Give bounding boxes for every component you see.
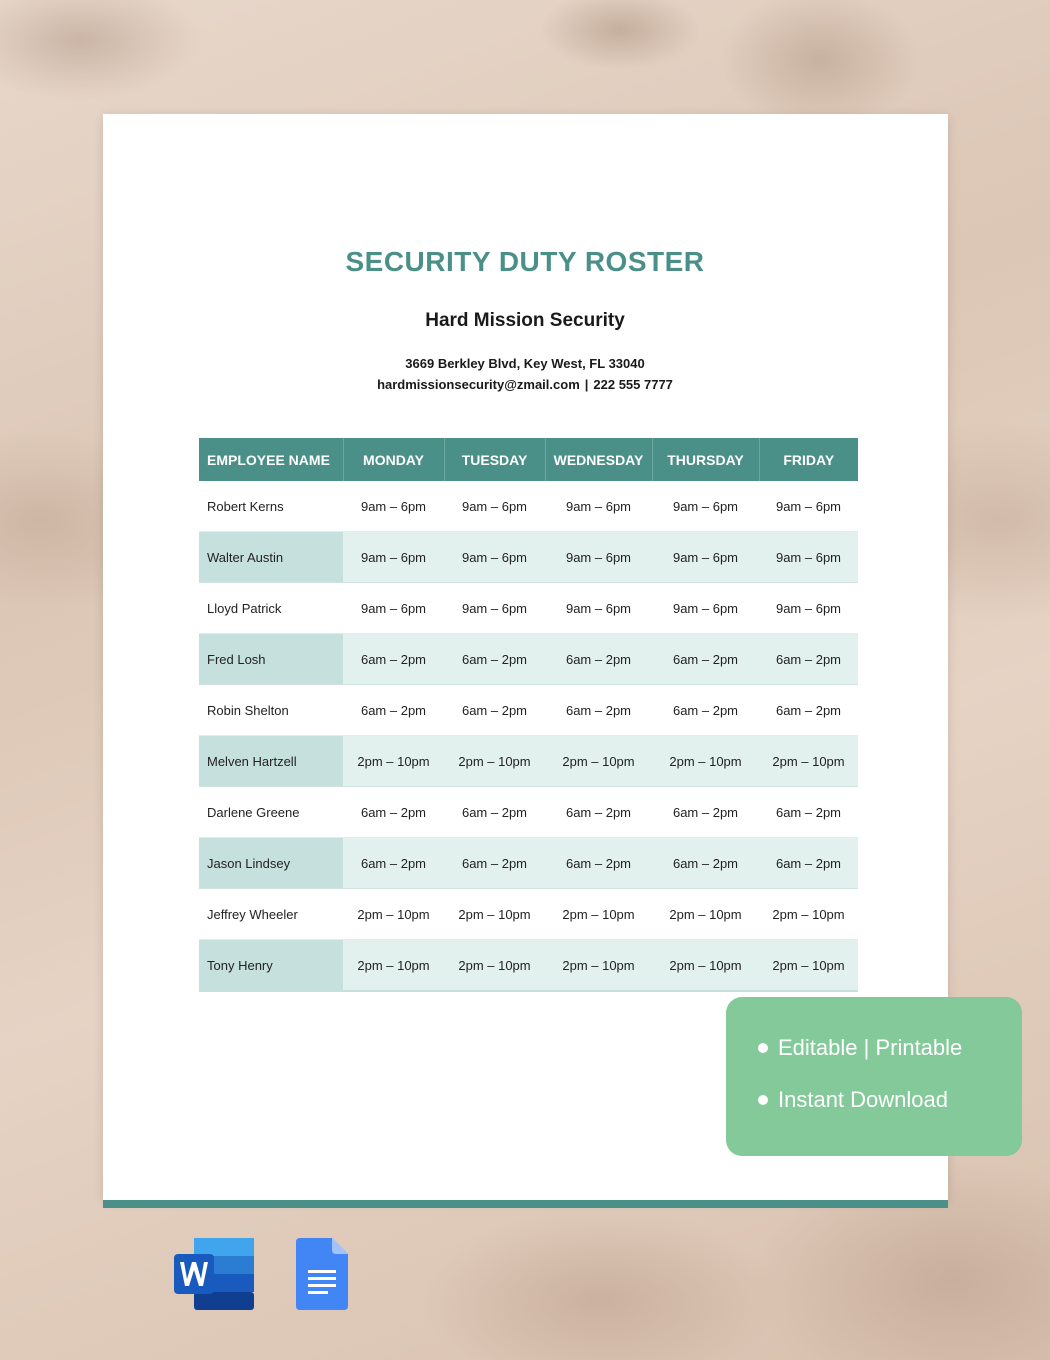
table-row: [199, 736, 858, 787]
header-thursday: THURSDAY: [652, 438, 759, 481]
feature-item: [758, 1087, 948, 1113]
shift-cell: 2pm – 10pm: [545, 940, 652, 992]
employee-name-cell: Lloyd Patrick: [199, 583, 343, 634]
employee-name-cell: Robin Shelton: [199, 685, 343, 736]
shift-cell: 2pm – 10pm: [652, 736, 759, 787]
shift-cell: 2pm – 10pm: [652, 940, 759, 992]
page-title: SECURITY DUTY ROSTER: [345, 246, 705, 277]
table-header-row: [199, 438, 858, 481]
table-row: [199, 838, 858, 889]
shift-cell: 9am – 6pm: [652, 532, 759, 583]
shift-cell: 9am – 6pm: [343, 532, 444, 583]
header-friday: FRIDAY: [759, 438, 858, 481]
shift-cell: 9am – 6pm: [759, 532, 858, 583]
table-row: [199, 787, 858, 838]
shift-cell: 6am – 2pm: [545, 634, 652, 685]
employee-name-cell: Walter Austin: [199, 532, 343, 583]
features-badge: [726, 997, 1022, 1156]
employee-name-cell: Fred Losh: [199, 634, 343, 685]
employee-name-cell: Darlene Greene: [199, 787, 343, 838]
shift-cell: 2pm – 10pm: [343, 940, 444, 992]
header-monday: MONDAY: [343, 438, 444, 481]
shift-cell: 9am – 6pm: [444, 583, 545, 634]
shift-cell: 6am – 2pm: [652, 838, 759, 889]
shift-cell: 2pm – 10pm: [444, 889, 545, 940]
table-row: [199, 583, 858, 634]
shift-cell: 6am – 2pm: [652, 634, 759, 685]
company-phone: 222 555 7777: [593, 377, 673, 392]
shift-cell: 6am – 2pm: [545, 685, 652, 736]
employee-name-cell: Melven Hartzell: [199, 736, 343, 787]
shift-cell: 6am – 2pm: [444, 838, 545, 889]
shift-cell: 6am – 2pm: [444, 634, 545, 685]
shift-cell: 6am – 2pm: [652, 685, 759, 736]
feature-item: [758, 1035, 962, 1061]
employee-name-cell: Jason Lindsey: [199, 838, 343, 889]
header-employee-name: EMPLOYEE NAME: [199, 438, 343, 481]
shift-cell: 6am – 2pm: [759, 634, 858, 685]
company-contact: [0, 377, 1050, 392]
shift-cell: 9am – 6pm: [444, 532, 545, 583]
shift-cell: 2pm – 10pm: [444, 736, 545, 787]
table-row: [199, 634, 858, 685]
shift-cell: 2pm – 10pm: [759, 940, 858, 992]
shift-cell: 2pm – 10pm: [444, 940, 545, 992]
company-name: Hard Mission Security: [425, 310, 625, 331]
bullet-icon: [758, 1043, 768, 1053]
shift-cell: 9am – 6pm: [652, 481, 759, 532]
microsoft-word-icon[interactable]: [174, 1238, 254, 1310]
shift-cell: 2pm – 10pm: [343, 889, 444, 940]
page-footer-bar: [103, 1200, 948, 1208]
shift-cell: 2pm – 10pm: [759, 736, 858, 787]
employee-name-cell: Robert Kerns: [199, 481, 343, 532]
table-row: [199, 685, 858, 736]
contact-separator: |: [584, 377, 589, 392]
employee-name-cell: Jeffrey Wheeler: [199, 889, 343, 940]
shift-cell: 6am – 2pm: [759, 787, 858, 838]
feature-editable-printable: Editable | Printable: [778, 1035, 963, 1060]
shift-cell: 9am – 6pm: [343, 583, 444, 634]
table-row: [199, 889, 858, 940]
feature-instant-download: Instant Download: [778, 1087, 948, 1112]
shift-cell: 9am – 6pm: [759, 583, 858, 634]
shift-cell: 2pm – 10pm: [343, 736, 444, 787]
duty-roster-table: [199, 438, 858, 992]
shift-cell: 2pm – 10pm: [652, 889, 759, 940]
shift-cell: 6am – 2pm: [343, 787, 444, 838]
table-row: [199, 481, 858, 532]
shift-cell: 6am – 2pm: [759, 838, 858, 889]
shift-cell: 2pm – 10pm: [545, 889, 652, 940]
shift-cell: 6am – 2pm: [444, 685, 545, 736]
shift-cell: 6am – 2pm: [343, 838, 444, 889]
header-wednesday: WEDNESDAY: [545, 438, 652, 481]
shift-cell: 9am – 6pm: [652, 583, 759, 634]
shift-cell: 9am – 6pm: [759, 481, 858, 532]
shift-cell: 9am – 6pm: [444, 481, 545, 532]
shift-cell: 6am – 2pm: [652, 787, 759, 838]
bullet-icon: [758, 1095, 768, 1105]
header-tuesday: TUESDAY: [444, 438, 545, 481]
table-row: [199, 532, 858, 583]
shift-cell: 6am – 2pm: [343, 634, 444, 685]
shift-cell: 2pm – 10pm: [545, 736, 652, 787]
table-row: [199, 940, 858, 992]
shift-cell: 9am – 6pm: [545, 481, 652, 532]
shift-cell: 6am – 2pm: [759, 685, 858, 736]
company-email: hardmissionsecurity@zmail.com: [377, 377, 580, 392]
shift-cell: 9am – 6pm: [545, 532, 652, 583]
shift-cell: 6am – 2pm: [343, 685, 444, 736]
shift-cell: 6am – 2pm: [545, 787, 652, 838]
shift-cell: 6am – 2pm: [444, 787, 545, 838]
company-address: 3669 Berkley Blvd, Key West, FL 33040: [405, 356, 645, 371]
google-docs-icon[interactable]: [296, 1238, 348, 1310]
shift-cell: 6am – 2pm: [545, 838, 652, 889]
shift-cell: 9am – 6pm: [545, 583, 652, 634]
shift-cell: 2pm – 10pm: [759, 889, 858, 940]
employee-name-cell: Tony Henry: [199, 940, 343, 992]
shift-cell: 9am – 6pm: [343, 481, 444, 532]
